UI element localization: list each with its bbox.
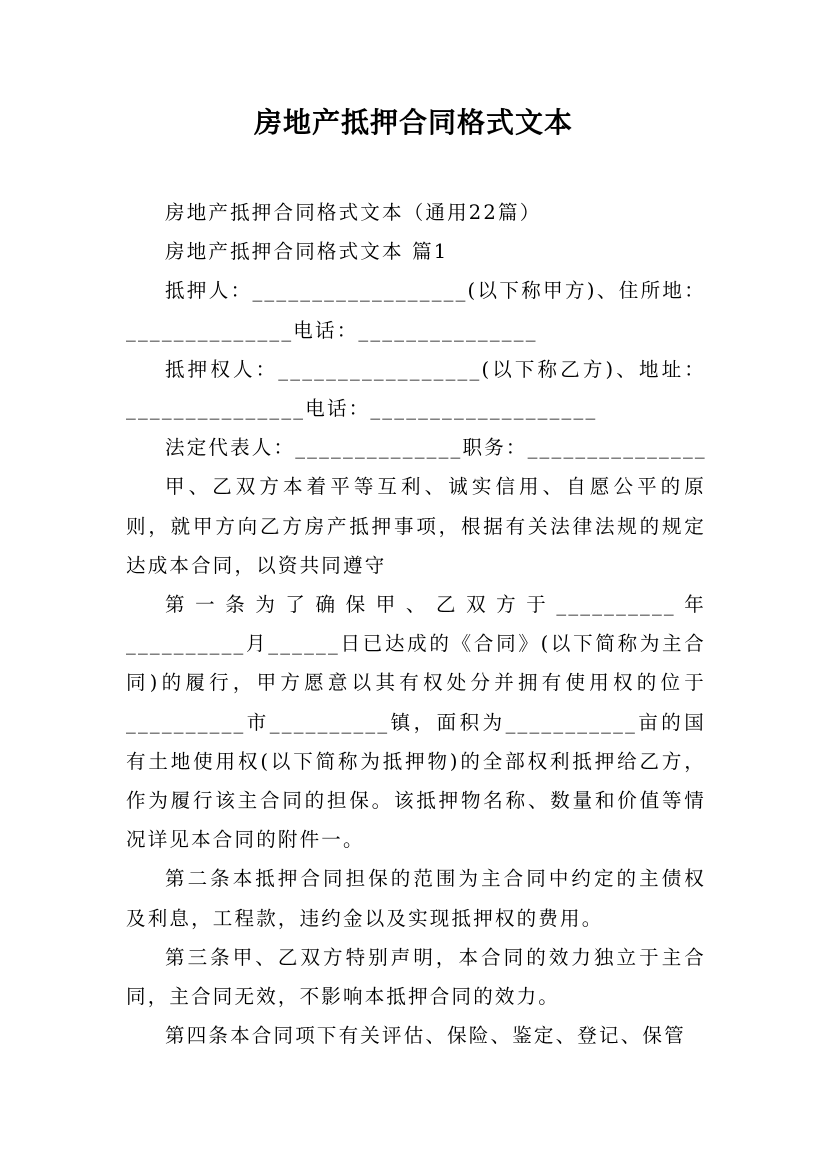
document-title: 房地产抵押合同格式文本 (253, 106, 573, 139)
paragraph-mortgagee: 抵押权人：_________________(以下称乙方)、地址：_______________电话：___________________ (126, 357, 706, 421)
paragraph-article-4: 第四条本合同项下有关评估、保险、鉴定、登记、保管 (165, 1024, 686, 1048)
document-body (126, 193, 706, 1055)
paragraph-subtitle: 房地产抵押合同格式文本（通用22篇） (165, 201, 542, 224)
paragraph-article-1: 第一条为了确保甲、乙双方于__________年__________月______日已达成的《合同》(以下简称为主合同)的履行，甲方愿意以其有权处分并拥有使用权的位于__________市__________镇，面积为___________亩的国有土地使用权(以下简称为抵押物)的全部权利抵押给乙方，作为履行该主合同的担保。该抵押物名称、数量和价值等情况详见本合同的附件一。 (126, 593, 706, 852)
paragraph-preamble: 甲、乙双方本着平等互利、诚实信用、自愿公平的原则，就甲方向乙方房产抵押事项，根据有关法律法规的规定达成本合同，以资共同遵守 (126, 475, 706, 577)
paragraph-mortgagor: 抵押人：__________________(以下称甲方)、住所地：______________电话：_______________ (126, 279, 706, 342)
paragraph-article-3: 第三条甲、乙双方特别声明，本合同的效力独立于主合同，主合同无效，不影响本抵押合同的效力。 (126, 945, 706, 1009)
paragraph-article-2: 第二条本抵押合同担保的范围为主合同中约定的主债权及利息，工程款，违约金以及实现抵押权的费用。 (126, 867, 706, 930)
paragraph-legal-representative: 法定代表人：______________职务：_______________ (165, 436, 707, 460)
paragraph-heading: 房地产抵押合同格式文本 篇1 (165, 240, 449, 264)
